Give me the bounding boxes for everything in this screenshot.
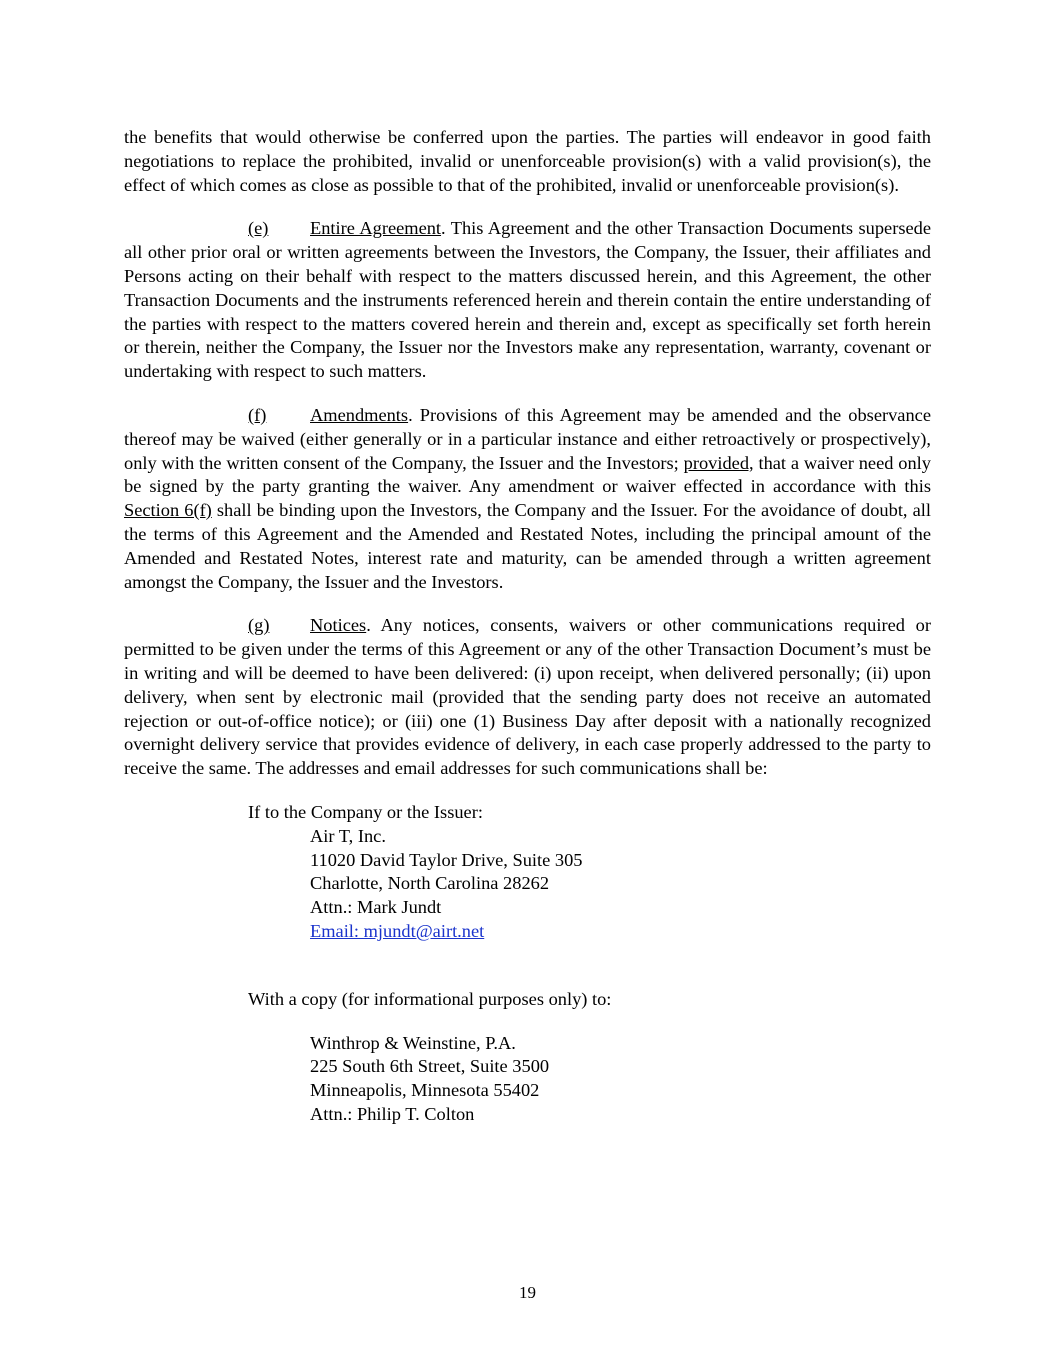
section-g-letter: (g) bbox=[248, 615, 270, 636]
section-e-heading: Entire Agreement bbox=[310, 218, 442, 239]
section-g-body: . Any notices, consents, waivers or other communications required or permitted to be given under the terms of this Agreement or any of the other Transaction Document’s must be in writing and will be deemed to have been delivered: (i) upon receipt, when delivered personally; (ii) upon delivery, when sent by electronic mail (provided that the sending party does not receive an automated rejection or out-of-office notice); or (iii) one (1) Business Day after deposit with a nationally recognized overnight delivery service that provides evidence of delivery, in each case properly addressed to the party to receive the same. The addresses and email addresses for such communications shall be: bbox=[124, 615, 931, 779]
section-f-body-3: shall be binding upon the Investors, the Company and the Issuer. For the avoidance of doubt, all the terms of this Agreement and the Amended and Restated Notes, including the principal amount of the Amended and Restated Notes, interest rate and maturity, can be amended through a written agreement amongst the Company, the Issuer and the Investors. bbox=[124, 500, 931, 592]
company-email-link[interactable]: Email: mjundt@airt.net bbox=[310, 920, 485, 941]
section-f-paragraph bbox=[124, 404, 931, 594]
company-notice-intro: If to the Company or the Issuer: bbox=[248, 801, 483, 822]
section-g-paragraph bbox=[124, 614, 931, 781]
section-f-letter: (f) bbox=[248, 404, 267, 425]
copy-address-line: Attn.: Philip T. Colton bbox=[310, 1103, 475, 1124]
section-f-provided: provided, bbox=[683, 452, 754, 473]
company-address-line: Air T, Inc. bbox=[310, 825, 386, 846]
copy-address bbox=[310, 1032, 931, 1127]
copy-address-line: Winthrop & Weinstine, P.A. bbox=[310, 1032, 516, 1053]
section-f-reference: Section 6(f) bbox=[124, 500, 212, 521]
copy-notice-intro: With a copy (for informational purposes only) to: bbox=[248, 988, 612, 1009]
section-f-heading: Amendments bbox=[310, 404, 409, 425]
company-notice-block bbox=[248, 801, 931, 944]
copy-notice-block bbox=[248, 988, 931, 1127]
document-page bbox=[124, 126, 931, 1127]
section-e-paragraph bbox=[124, 217, 931, 384]
page-number: 19 bbox=[519, 1283, 536, 1302]
section-e-body: . This Agreement and the other Transaction Documents supersede all other prior oral or written agreements between the Investors, the Company, the Issuer, their affiliates and Persons acting on their behalf with respect to the matters discussed herein, and this Agreement, the other Transaction Documents and the instruments referenced herein and therein contain the entire understanding of the parties with respect to the matters covered herein and therein and, except as specifically set forth herein or therein, neither the Company, the Issuer nor the Investors make any representation, warranty, covenant or undertaking with respect to such matters. bbox=[124, 218, 931, 382]
section-f-body-1: . Provisions of this Agreement may be amended and the observance thereof may be waived (either generally or in a particular instance and either retroactively or prospectively), only with the written consent of the Company, the Issuer and the Investors; bbox=[124, 404, 931, 473]
section-g-heading: Notices bbox=[310, 615, 367, 636]
company-address-line: Attn.: Mark Jundt bbox=[310, 897, 442, 918]
copy-address-line: Minneapolis, Minnesota 55402 bbox=[310, 1080, 540, 1101]
company-address bbox=[310, 825, 931, 944]
section-e-letter: (e) bbox=[248, 218, 269, 239]
section-f-body-2: that a waiver need only be signed by the party granting the waiver. Any amendment or waiver effected in accordance with this bbox=[124, 452, 931, 497]
company-address-line: 11020 David Taylor Drive, Suite 305 bbox=[310, 849, 583, 870]
copy-address-line: 225 South 6th Street, Suite 3500 bbox=[310, 1056, 550, 1077]
company-address-line: Charlotte, North Carolina 28262 bbox=[310, 873, 550, 894]
paragraph-d-continuation: the benefits that would otherwise be conferred upon the parties. The parties will endeavor in good faith negotiations to replace the prohibited, invalid or unenforceable provision(s) with a valid provision(s), the effect of which comes as close as possible to that of the prohibited, invalid or unenforceable provision(s). bbox=[124, 127, 931, 195]
